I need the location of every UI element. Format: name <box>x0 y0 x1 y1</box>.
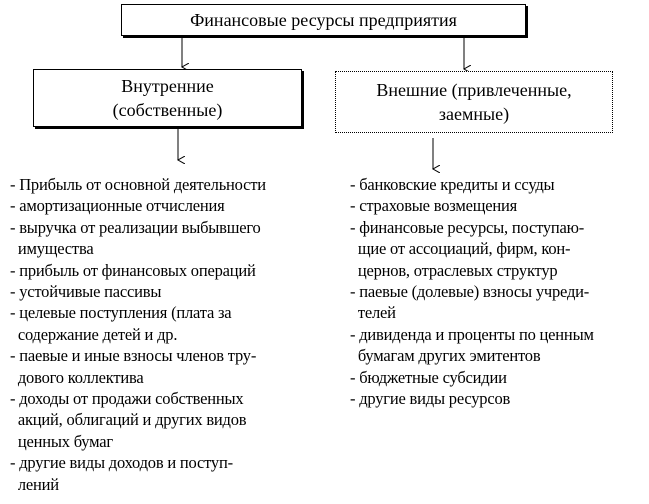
internal-sources-node <box>33 69 302 127</box>
external-sources-subtitle: заемные) <box>438 104 510 124</box>
list-item: акций, облигаций и других видов <box>10 410 247 430</box>
list-item: - дивиденда и проценты по ценным <box>350 324 594 344</box>
list-item: - устойчивые пассивы <box>10 282 162 302</box>
external-sources-node <box>335 71 613 133</box>
list-item: ценных бумаг <box>10 431 113 451</box>
external-sources-list <box>350 174 594 409</box>
list-item: - финансовые ресурсы, поступаю- <box>350 217 585 237</box>
list-item: - выручка от реализации выбывшего <box>10 217 261 237</box>
list-item: бумагам других эмитентов <box>350 346 541 366</box>
list-item: - другие виды ресурсов <box>350 389 511 409</box>
list-item: - другие виды доходов и поступ- <box>10 453 233 473</box>
list-item: цернов, отраслевых структур <box>350 260 558 280</box>
list-item: дового коллектива <box>10 367 144 387</box>
list-item: - доходы от продажи собственных <box>10 389 244 409</box>
list-item: содержание детей и др. <box>10 324 178 344</box>
list-item: - паевые и иные взносы членов тру- <box>10 346 257 366</box>
list-item: - прибыль от финансовых операций <box>10 260 256 280</box>
list-item: - бюджетные субсидии <box>350 367 507 387</box>
internal-sources-subtitle: (собственные) <box>112 100 223 120</box>
list-item: лений <box>10 474 59 494</box>
list-item: щие от ассоциаций, фирм, кон- <box>350 239 571 259</box>
list-item: - страховые возмещения <box>350 196 517 216</box>
internal-sources-title: Внутренние <box>121 76 214 96</box>
list-item: - паевые (долевые) взносы учреди- <box>350 282 590 302</box>
list-item: - целевые поступления (плата за <box>10 303 232 323</box>
list-item: имущества <box>10 239 94 259</box>
list-item: - Прибыль от основной деятельности <box>10 175 266 194</box>
external-sources-title: Внешние (привлеченные, <box>376 80 572 100</box>
list-item: - банковские кредиты и ссуды <box>350 175 555 194</box>
list-item: - амортизационные отчисления <box>10 196 225 216</box>
root-node <box>121 4 526 36</box>
root-node-label: Финансовые ресурсы предприятия <box>190 10 457 30</box>
list-item: телей <box>350 303 396 323</box>
internal-sources-list <box>10 174 266 495</box>
